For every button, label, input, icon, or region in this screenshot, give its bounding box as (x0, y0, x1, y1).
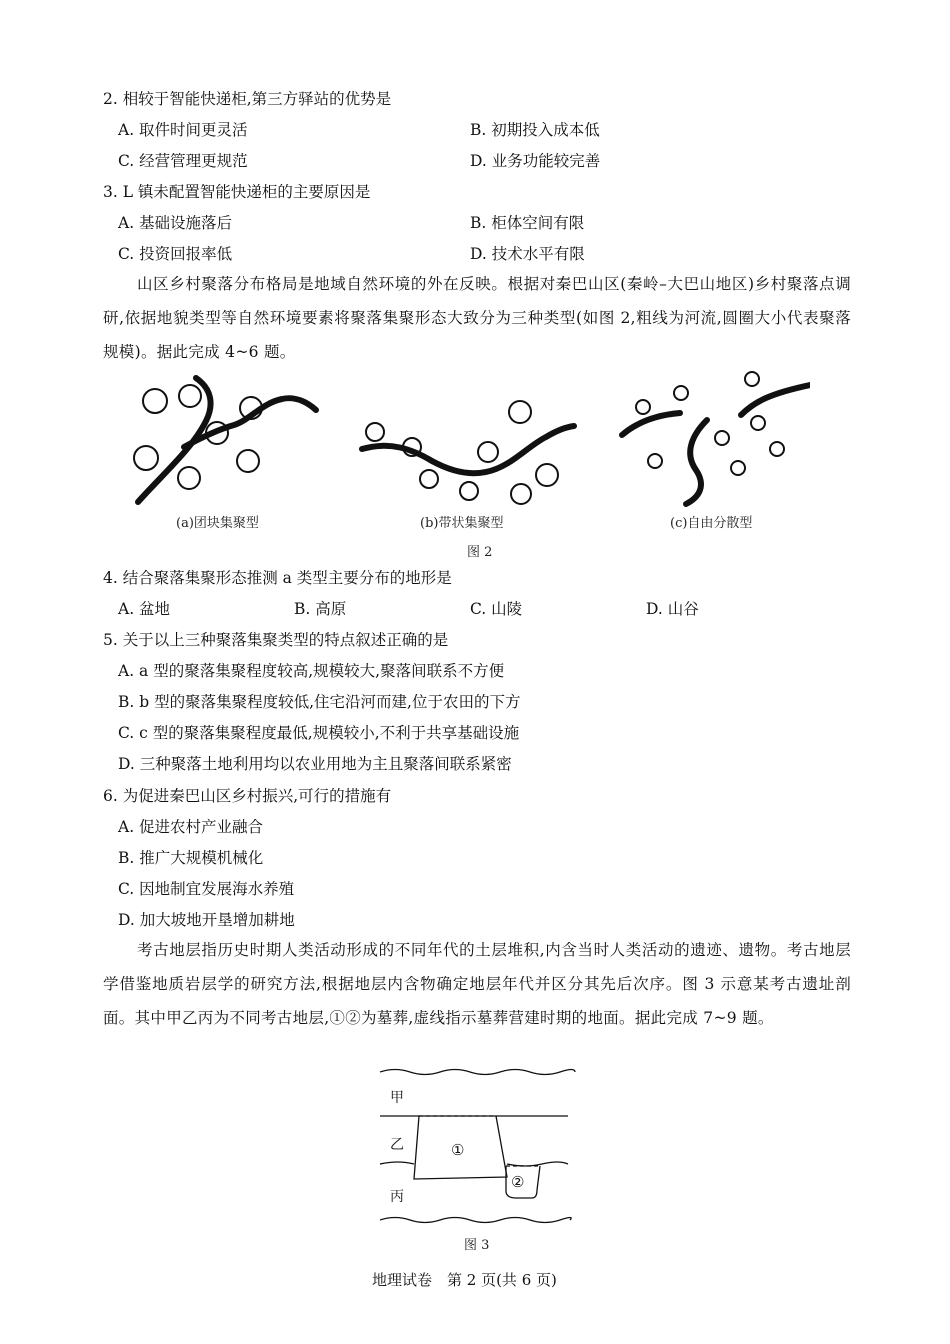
layer-label-jia: 甲 (390, 1090, 404, 1106)
q6-option-c: C. 因地制宜发展海水养殖 (118, 880, 295, 898)
q6-stem: 6. 为促进秦巴山区乡村振兴,可行的措施有 (103, 787, 392, 805)
settlement-circle (731, 461, 745, 475)
tomb-1-label: ① (451, 1141, 465, 1159)
passage-archaeology: 考古地层指历史时期人类活动形成的不同年代的土层堆积,内含当时人类活动的遗迹、遗物。考古地层学借鉴地质岩层学的研究方法,根据地层内含物确定地层年代并区分其先后次序。图 3 示意某考古遗址剖面。其中甲乙丙为不同考古地层,①②为墓葬,虚线指示墓葬营建时期的地面。据此完成 7~9 题。 (103, 941, 851, 1027)
settlement-circle (478, 442, 498, 462)
figure-2-caption-c: (c)自由分散型 (670, 516, 753, 531)
figure-3-archaeological-profile (370, 1060, 580, 1230)
q5-option-c: C. c 型的聚落集聚程度最低,规模较小,不利于共享基础设施 (118, 724, 520, 742)
settlement-circle (134, 446, 158, 470)
layer-label-bing: 丙 (390, 1189, 404, 1205)
q3-stem: 3. L 镇未配置智能快递柜的主要原因是 (103, 183, 371, 201)
settlement-circle (179, 385, 201, 407)
q2-option-a: A. 取件时间更灵活 (118, 121, 248, 139)
q3-option-b: B. 柜体空间有限 (470, 214, 585, 232)
q6-option-d: D. 加大坡地开垦增加耕地 (118, 911, 295, 929)
page-footer: 地理试卷 第 2 页(共 6 页) (372, 1271, 557, 1289)
settlement-circle (751, 416, 765, 430)
settlement-circle (178, 467, 200, 489)
q3-option-a: A. 基础设施落后 (118, 214, 233, 232)
settlement-circle (715, 431, 729, 445)
q4-stem: 4. 结合聚落集聚形态推测 a 类型主要分布的地形是 (103, 569, 452, 587)
q5-stem: 5. 关于以上三种聚落集聚类型的特点叙述正确的是 (103, 631, 449, 649)
passage-settlements: 山区乡村聚落分布格局是地域自然环境的外在反映。根据对秦巴山区(秦岭–大巴山地区)乡村聚落点调研,依据地貌类型等自然环境要素将聚落集聚形态大致分为三种类型(如图 2,粗线为河流,圆圈大小代表聚落规模)。据此完成 4~6 题。 (103, 275, 851, 361)
settlement-circle (420, 470, 438, 488)
q3-option-d: D. 技术水平有限 (470, 245, 585, 263)
surface-line (380, 1070, 575, 1075)
q6-option-b: B. 推广大规模机械化 (118, 849, 264, 867)
settlement-circle (366, 423, 384, 441)
settlement-circle (636, 400, 650, 414)
figure-2-caption-b: (b)带状集聚型 (420, 516, 504, 531)
q5-option-b: B. b 型的聚落集聚程度较低,住宅沿河而建,位于农田的下方 (118, 693, 521, 711)
q4-option-d: D. 山谷 (646, 600, 699, 618)
figure-2-caption-a: (a)团块集聚型 (176, 516, 259, 531)
settlement-circle (770, 442, 784, 456)
settlement-circle (536, 464, 558, 486)
layer-boundary-yi-bing (380, 1162, 414, 1164)
q2-option-b: B. 初期投入成本低 (470, 121, 600, 139)
settlement-circle (745, 372, 759, 386)
q2-option-d: D. 业务功能较完善 (470, 152, 601, 170)
settlement-circle (143, 389, 167, 413)
q4-option-c: C. 山陵 (470, 600, 523, 618)
q4-option-b: B. 高原 (294, 600, 347, 618)
tomb-2-label: ② (511, 1173, 525, 1191)
settlement-circle (460, 482, 478, 500)
q2-stem: 2. 相较于智能快递柜,第三方驿站的优势是 (103, 90, 392, 108)
settlement-circle (511, 484, 531, 504)
layer-label-yi: 乙 (390, 1137, 404, 1153)
q5-option-d: D. 三种聚落土地利用均以农业用地为主且聚落间联系紧密 (118, 755, 512, 773)
q5-option-a: A. a 型的聚落集聚程度较高,规模较大,聚落间联系不方便 (118, 662, 505, 680)
settlement-circle (237, 450, 259, 472)
q6-option-a: A. 促进农村产业融合 (118, 818, 264, 836)
q4-option-a: A. 盆地 (118, 600, 171, 618)
figure-3-title: 图 3 (464, 1238, 490, 1253)
river-line (686, 420, 707, 504)
bottom-line (380, 1218, 571, 1223)
settlement-circle (674, 386, 688, 400)
figure-2-settlement-diagram (110, 365, 810, 515)
settlement-circle (509, 401, 531, 423)
figure-2-title: 图 2 (467, 545, 493, 560)
settlement-circle (648, 454, 662, 468)
river-line (741, 385, 810, 415)
q2-option-c: C. 经营管理更规范 (118, 152, 248, 170)
river-line (622, 413, 680, 435)
q3-option-c: C. 投资回报率低 (118, 245, 233, 263)
